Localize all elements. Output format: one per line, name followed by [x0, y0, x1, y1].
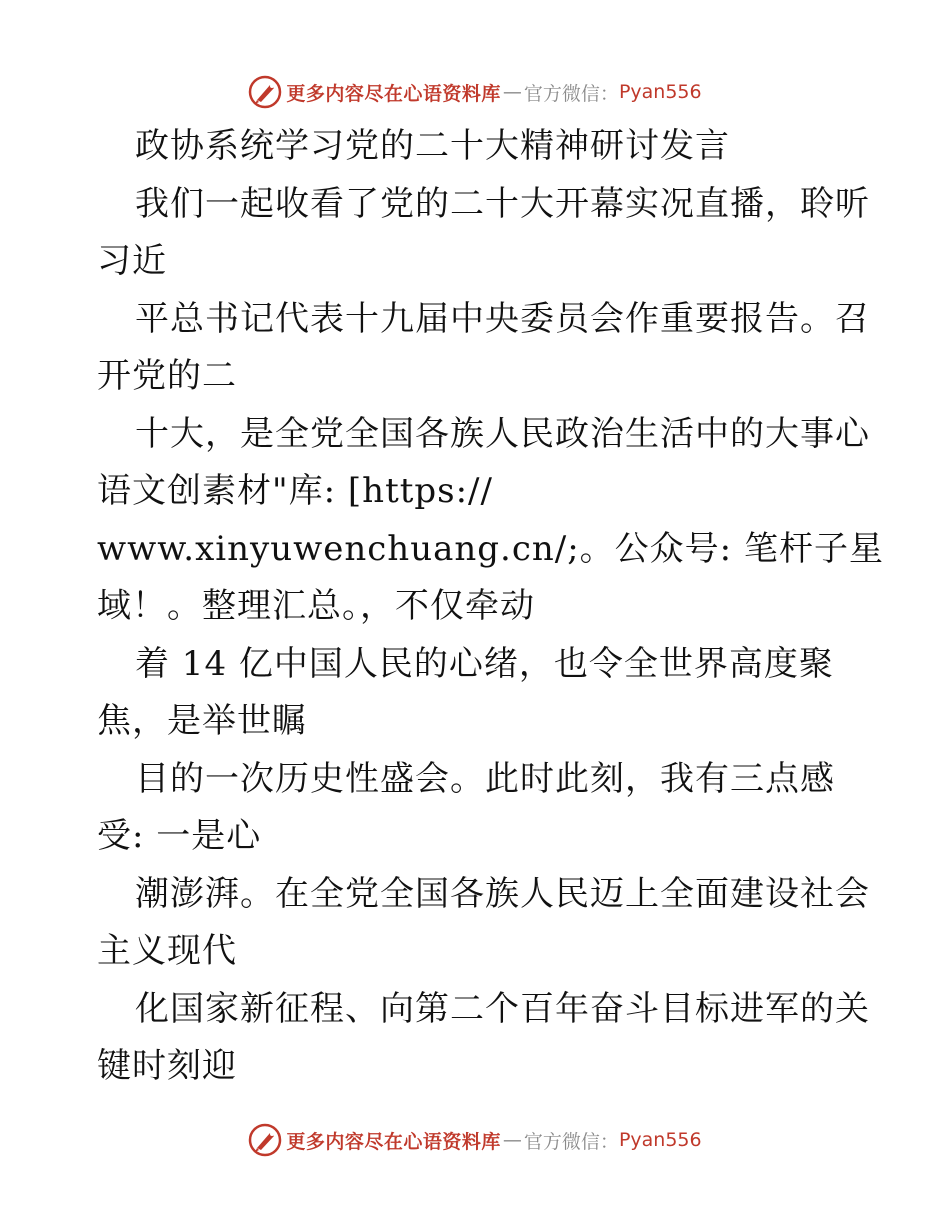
text-line: 十大，是全党全国各族人民政治生活中的大事心: [135, 413, 870, 454]
text-line: 目的一次历史性盛会。此时此刻，我有三点感: [135, 758, 835, 799]
footer-banner: [0, 1120, 950, 1160]
footer-official-label: 官方微信：: [523, 1130, 619, 1153]
footer-brand: 更多内容尽在心语资料库: [286, 1130, 501, 1153]
text-line: 平总书记代表十九届中央委员会作重要报告。召: [135, 298, 870, 339]
pen-logo-icon: [248, 75, 282, 109]
text-line: 受: 一是心: [97, 816, 262, 856]
text-line: www.xinyuwenchuang.cn/;。公众号: 笔杆子星: [97, 528, 884, 569]
text-line: 焦，是举世瞩: [97, 701, 307, 741]
header-official-label: 官方微信：: [523, 82, 619, 105]
text-line: 开党的二: [97, 356, 237, 396]
text-line: 键时刻迎: [97, 1046, 237, 1086]
pen-logo-icon: [248, 1123, 282, 1157]
text-line: 我们一起收看了党的二十大开幕实况直播，聆听: [135, 183, 870, 224]
text-line: 语文创素材"库: [https://: [97, 471, 493, 511]
document-body: [97, 118, 884, 1096]
text-line: 域！。整理汇总。，不仅牵动: [97, 586, 535, 626]
header-dash: —: [502, 81, 522, 103]
header-brand: 更多内容尽在心语资料库: [286, 82, 501, 105]
header-banner: [0, 72, 950, 112]
text-line: 化国家新征程、向第二个百年奋斗目标进军的关: [135, 988, 870, 1029]
footer-dash: —: [502, 1129, 522, 1151]
text-line: 习近: [97, 241, 167, 281]
text-line: 着 14 亿中国人民的心绪，也令全世界高度聚: [135, 643, 834, 684]
document-title: 政协系统学习党的二十大精神研讨发言: [135, 126, 730, 166]
header-wechat-id: Pyan556: [618, 81, 702, 103]
text-line: 主义现代: [97, 931, 237, 971]
footer-wechat-id: Pyan556: [618, 1129, 702, 1151]
text-line: 潮澎湃。在全党全国各族人民迈上全面建设社会: [135, 873, 870, 914]
